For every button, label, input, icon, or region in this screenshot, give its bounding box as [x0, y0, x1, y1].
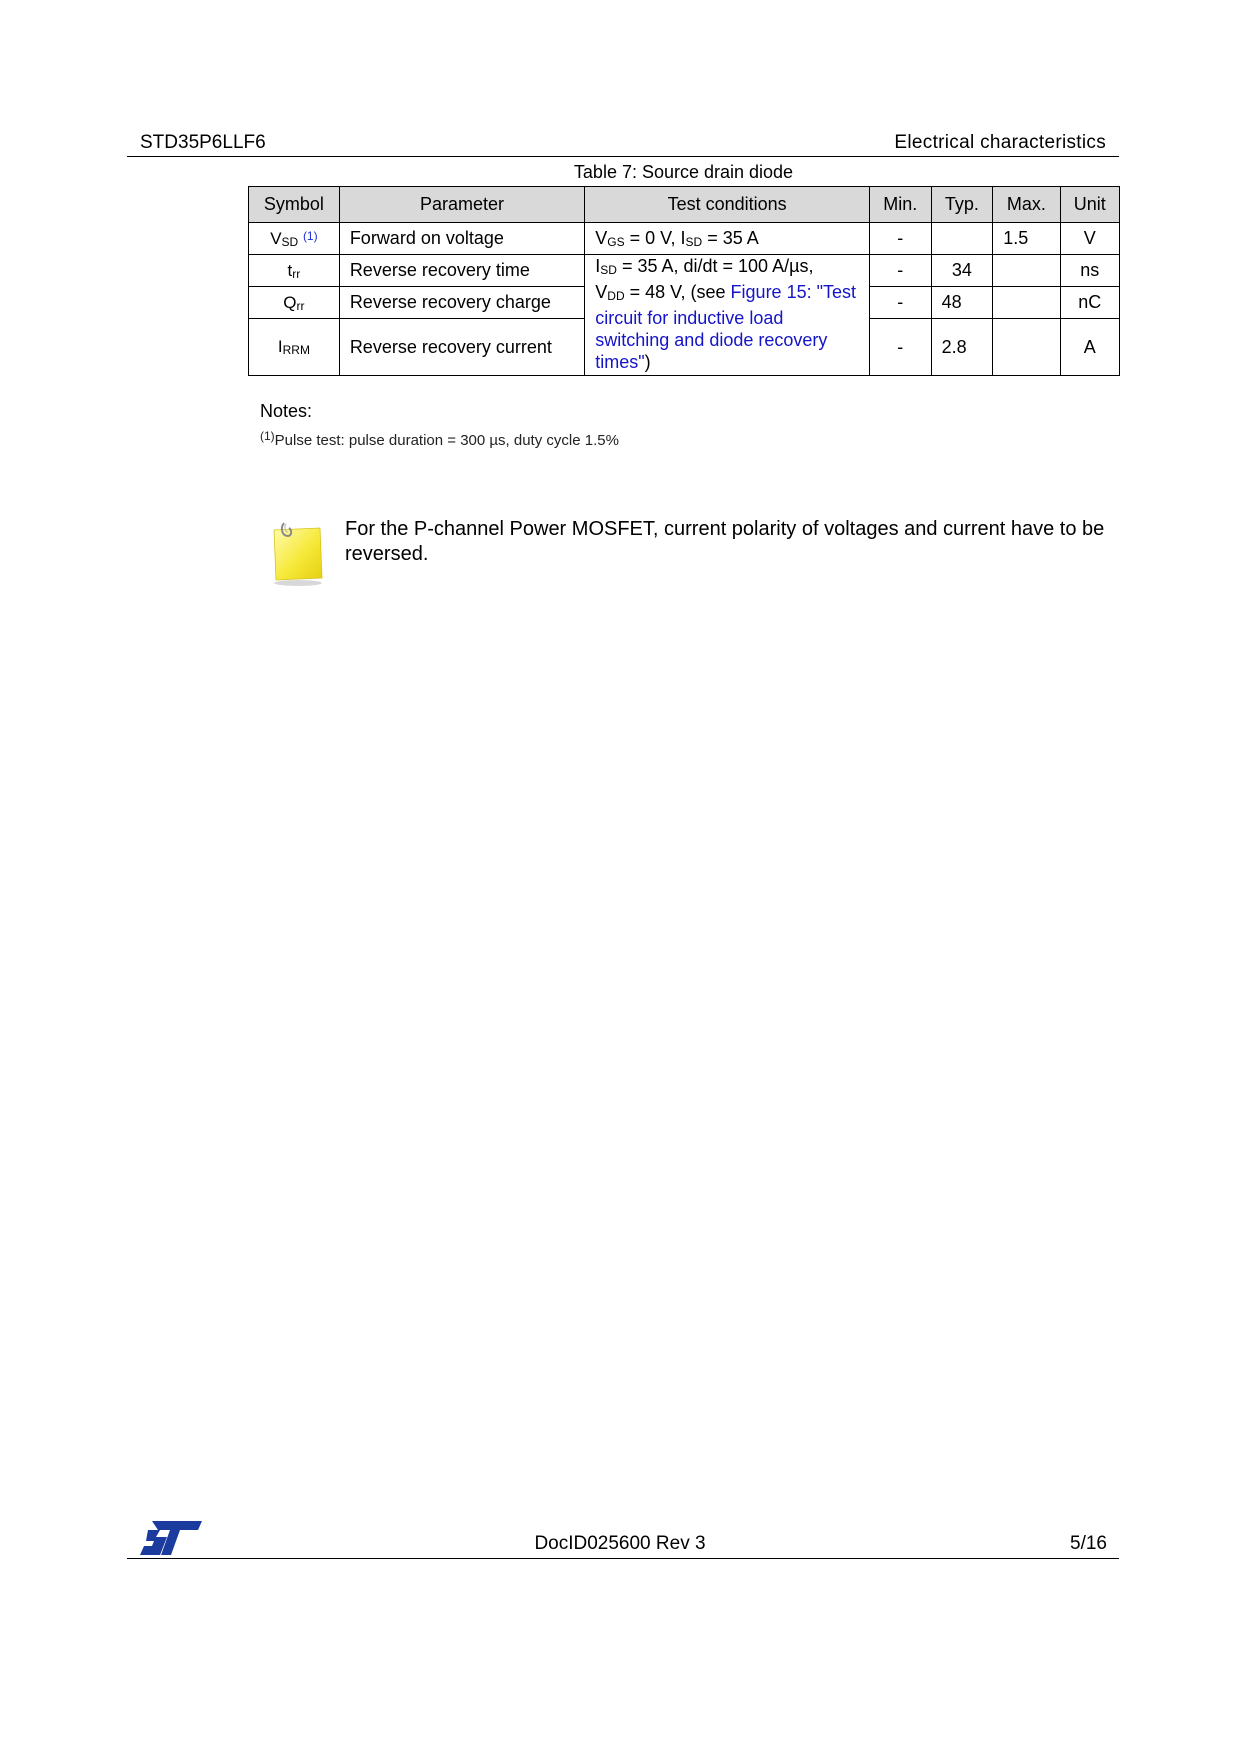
parameter-cell: Reverse recovery time — [339, 255, 584, 287]
col-header-test-conditions: Test conditions — [585, 187, 870, 223]
typ-cell: 2.8 — [931, 319, 993, 376]
col-header-parameter: Parameter — [339, 187, 584, 223]
footnote-1: $^{(1)}$Pulse test: pulse duration = 300 µs, duty cycle 1.5% — [260, 429, 619, 449]
max-cell — [993, 255, 1060, 287]
col-header-min: Min. — [869, 187, 931, 223]
col-header-max: Max. — [993, 187, 1060, 223]
table-header-row — [249, 187, 1120, 223]
footnote-marker: (1) — [260, 429, 275, 443]
min-cell: - — [869, 223, 931, 255]
source-drain-diode-table — [248, 186, 1120, 376]
header-rule — [127, 156, 1119, 157]
footnote-ref[interactable]: (1) — [302, 228, 318, 243]
page-number: 5/16 — [1070, 1533, 1107, 1554]
col-header-symbol: Symbol — [249, 187, 340, 223]
typ-cell — [931, 223, 993, 255]
symbol-cell: $Q_{rr}$ — [249, 287, 340, 319]
min-cell: - — [869, 319, 931, 376]
min-cell: - — [869, 255, 931, 287]
unit-cell: A — [1060, 319, 1119, 376]
unit-cell: V — [1060, 223, 1119, 255]
parameter-cell: Reverse recovery charge — [339, 287, 584, 319]
memo-note-icon — [270, 520, 326, 588]
symbol-cell: $t_{rr}$ — [249, 255, 340, 287]
doc-id: DocID025600 Rev 3 — [534, 1533, 706, 1554]
table-row — [249, 223, 1120, 255]
symbol-cell: $V_{SD}$ $^{(1)}$ — [249, 223, 340, 255]
col-header-typ: Typ. — [931, 187, 993, 223]
max-cell: 1.5 — [993, 223, 1060, 255]
min-cell: - — [869, 287, 931, 319]
typ-cell: 48 — [931, 287, 993, 319]
unit-cell: nC — [1060, 287, 1119, 319]
col-header-unit: Unit — [1060, 187, 1119, 223]
unit-cell: ns — [1060, 255, 1119, 287]
notes-title: Notes: — [260, 401, 313, 421]
doc-part-number: STD35P6LLF6 — [140, 132, 266, 153]
table-caption: Table 7: Source drain diode — [573, 162, 794, 182]
max-cell — [993, 319, 1060, 376]
symbol-cell: $I_{RRM}$ — [249, 319, 340, 376]
polarity-note-text: For the P-channel Power MOSFET, current polarity of voltages and current have to be reversed. — [345, 518, 1105, 565]
footer-rule — [127, 1558, 1119, 1559]
test-conditions-cell: $I_{SD} = 35$ A, di/dt = 100 A/µs, $V_{DD} = 48$ V, (see Figure 15: "Test circuit for inductive load switching and diode recovery times") — [585, 255, 870, 376]
typ-cell: 34 — [931, 255, 993, 287]
max-cell — [993, 287, 1060, 319]
section-title: Electrical characteristics — [894, 132, 1106, 153]
figure-15-link[interactable]: Figure 15: "Test circuit for inductive load switching and diode recovery times" — [595, 282, 856, 372]
test-conditions-cell: $V_{GS} = 0$ V, $I_{SD} = 35$ A — [585, 223, 870, 255]
parameter-cell: Forward on voltage — [339, 223, 584, 255]
table-row — [249, 255, 1120, 287]
parameter-cell: Reverse recovery current — [339, 319, 584, 376]
